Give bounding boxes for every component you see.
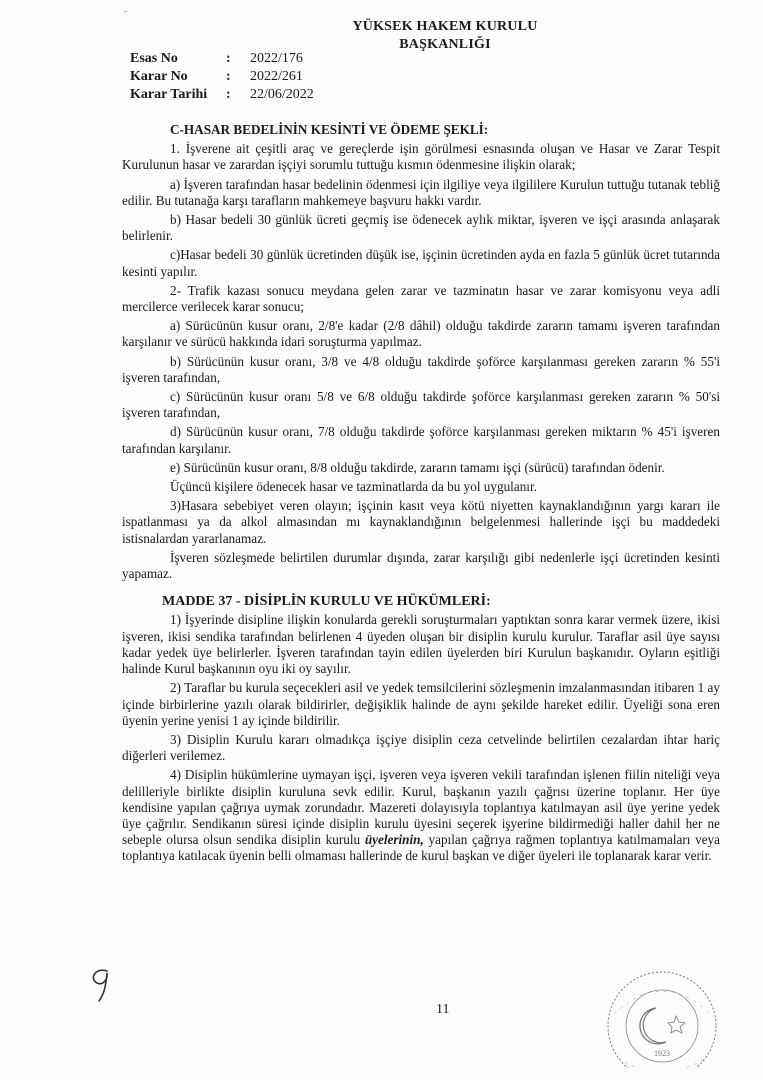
traffic-item-c: c) Sürücünün kusur oranı 5/8 ve 6/8 olduğu takdirde şoförce karşılanması gereken zararın % 50'si işveren tarafından, — [122, 389, 720, 421]
traffic-item-e: e) Sürücünün kusur oranı, 8/8 olduğu takdirde, zararın tamamı işçi (sürücü) tarafından ödenir. — [170, 459, 665, 475]
meta-key: Esas No — [130, 51, 178, 66]
meta-key: Karar Tarihi — [130, 87, 208, 102]
case-meta — [130, 50, 314, 104]
madde-37-para-4-italic: üyelerinin, — [364, 832, 424, 848]
section-c-item-a: a) İşveren tarafından hasar bedelinin ödenmesi için ilgiliye veya ilgililere Kurulun tuttuğu tutanak tebliğ edilir. Bu tutanağa karşı tarafların mahkemeye başvuru hakkı vardır. — [122, 176, 720, 208]
document-header — [330, 18, 560, 54]
page-number: 11 — [436, 1002, 450, 1017]
meta-colon: : — [226, 51, 231, 66]
meta-colon: : — [226, 69, 231, 84]
svg-text:1923: 1923 — [654, 1049, 670, 1058]
section-c-para-2: 2- Trafik kazası sonucu meydana gelen zarar ve tazminatın hasar ve zarar komisyonu veya adli mercilerce verilecek karar sonucu; — [122, 282, 720, 315]
handwritten-mark-icon — [85, 965, 117, 1005]
meta-value: 2022/176 — [250, 51, 303, 66]
traffic-item-b: b) Sürücünün kusur oranı, 3/8 ve 4/8 olduğu takdirde şoförce karşılanması gereken zararın % 55'i işveren tarafından, — [122, 353, 720, 385]
section-c-para-1: 1. İşverene ait çeşitli araç ve gereçlerde işin görülmesi esnasında oluşan ve Hasar ve Zarar Tespit Kurulunun hasar ve zarardan işçiyi sorumlu tuttuğu kısmın ödenmesine ilişkin olarak; — [122, 141, 720, 173]
madde-37-para-4-start: 4) Disiplin hükümlerine uymayan işçi, işveren veya işveren vekili tarafından işlenen fiilin niteliği veya delilleriyle birlikte disiplin kuruluna sevk edilir. Kurul, başkanın yazılı çağrısı üzerine toplanır. Her üye kendisine yapılan çağrıya uymak zorundadır. Mazereti dolayısıyla toplantıya katılmayan asil üye yerine yedek üye çağrılır. Sendikanın süresi içinde disiplin kurulu üyesini seçerek işyerine bildirmediği haller dahil her ne sebeple olursa olsun sendika disiplin kurulu — [122, 767, 720, 848]
header-line-2: BAŞKANLIĞI — [399, 37, 491, 52]
section-c-para-3: 3)Hasara sebebiyet veren olayın; işçinin kasıt veya kötü niyetten kaynaklandığının yargı kararı ile ispatlanması ya da alkol almasından mı kaynaklandığının belgelenmesi hallerinde işçi bu maddedeki istisnalardan yararlanamaz. — [122, 498, 720, 546]
document-body — [122, 122, 720, 868]
section-c-item-c: c)Hasar bedeli 30 günlük ücretinden düşük ise, işçinin ücretinden ayda en fazla 5 günlük ücret tutarında kesinti yapılır. — [122, 247, 720, 279]
section-c-heading: C-HASAR BEDELİNİN KESİNTİ VE ÖDEME ŞEKLİ: — [170, 122, 489, 137]
meta-row-esas — [130, 50, 314, 68]
madde-37-para-4 — [122, 767, 720, 864]
meta-value: 2022/261 — [250, 69, 303, 84]
third-party-note: Üçüncü kişilere ödenecek hasar ve tazminatlarda da bu yol uygulanır. — [170, 479, 537, 495]
employer-deduction-note: İşveren sözleşmede belirtilen durumlar dışında, zarar karşılığı gibi nedenlerle işçi ücretinden kesinti yapamaz. — [122, 549, 720, 582]
meta-value: 22/06/2022 — [250, 87, 314, 102]
traffic-item-d: d) Sürücünün kusur oranı, 7/8 olduğu takdirde şoförce karşılanması gereken miktarın % 45'i işveren tarafından karşılanır. — [122, 424, 720, 456]
official-seal-icon — [596, 968, 728, 1068]
madde-37-para-3: 3) Disiplin Kurulu kararı olmadıkça işçiye disiplin ceza cetvelinde belirtilen cezalardan ihtar hariç diğerleri verilemez. — [122, 731, 720, 764]
madde-37-para-1: 1) İşyerinde disipline ilişkin konularda gerekli soruşturmaları yaptıktan sonra karar vermek üzere, ikisi işveren, ikisi sendika tarafından belirlenen 4 üyeden oluşan bir disiplin kurulu kurulur. Taraflar asil üye sayısı kadar yedek üye belirlerler. İşveren tarafından tayin edilen üyelerden biri Kurulun başkanıdır. Oyların eşitliği halinde Kurul başkanının oyu iki oy sayılır. — [122, 612, 720, 677]
madde-37-para-2: 2) Taraflar bu kurula seçecekleri asil ve yedek temsilcilerini sözleşmenin imzalanmasından itibaren 1 ay içinde birbirlerine yazılı olarak bildirirler, değişiklik halinde de aynı şekilde hareket edilir. Üyeliği sona eren üyenin yerine yenisi 1 ay içinde bildirilir. — [122, 680, 720, 728]
meta-row-tarih — [130, 86, 314, 104]
section-c-item-b: b) Hasar bedeli 30 günlük ücreti geçmiş ise ödenecek aylık miktar, işveren ve işçi arasında anlaşarak belirlenir. — [122, 212, 720, 244]
meta-colon: : — [226, 87, 231, 102]
traffic-item-a: a) Sürücünün kusur oranı, 2/8'e kadar (2/8 dâhil) olduğu takdirde zararın tamamı işveren tarafından karşılanır ve sürücü hakkında idari soruşturma yapılmaz. — [122, 318, 720, 350]
header-line-1: YÜKSEK HAKEM KURULU — [352, 19, 538, 34]
meta-key: Karar No — [130, 69, 188, 84]
madde-37-para-4-end: yapılan çağrıya rağmen toplantıya katılmamaları veya toplantıya katılacak üyenin belli olmaması hallerinde de kurul başkan ve diğer üyeleri ile toplanarak karar verir. — [122, 832, 721, 864]
meta-row-karar — [130, 68, 314, 86]
madde-37-heading: MADDE 37 - DİSİPLİN KURULU VE HÜKÜMLERİ: — [162, 594, 491, 610]
corner-mark: ˉ — [124, 10, 128, 21]
